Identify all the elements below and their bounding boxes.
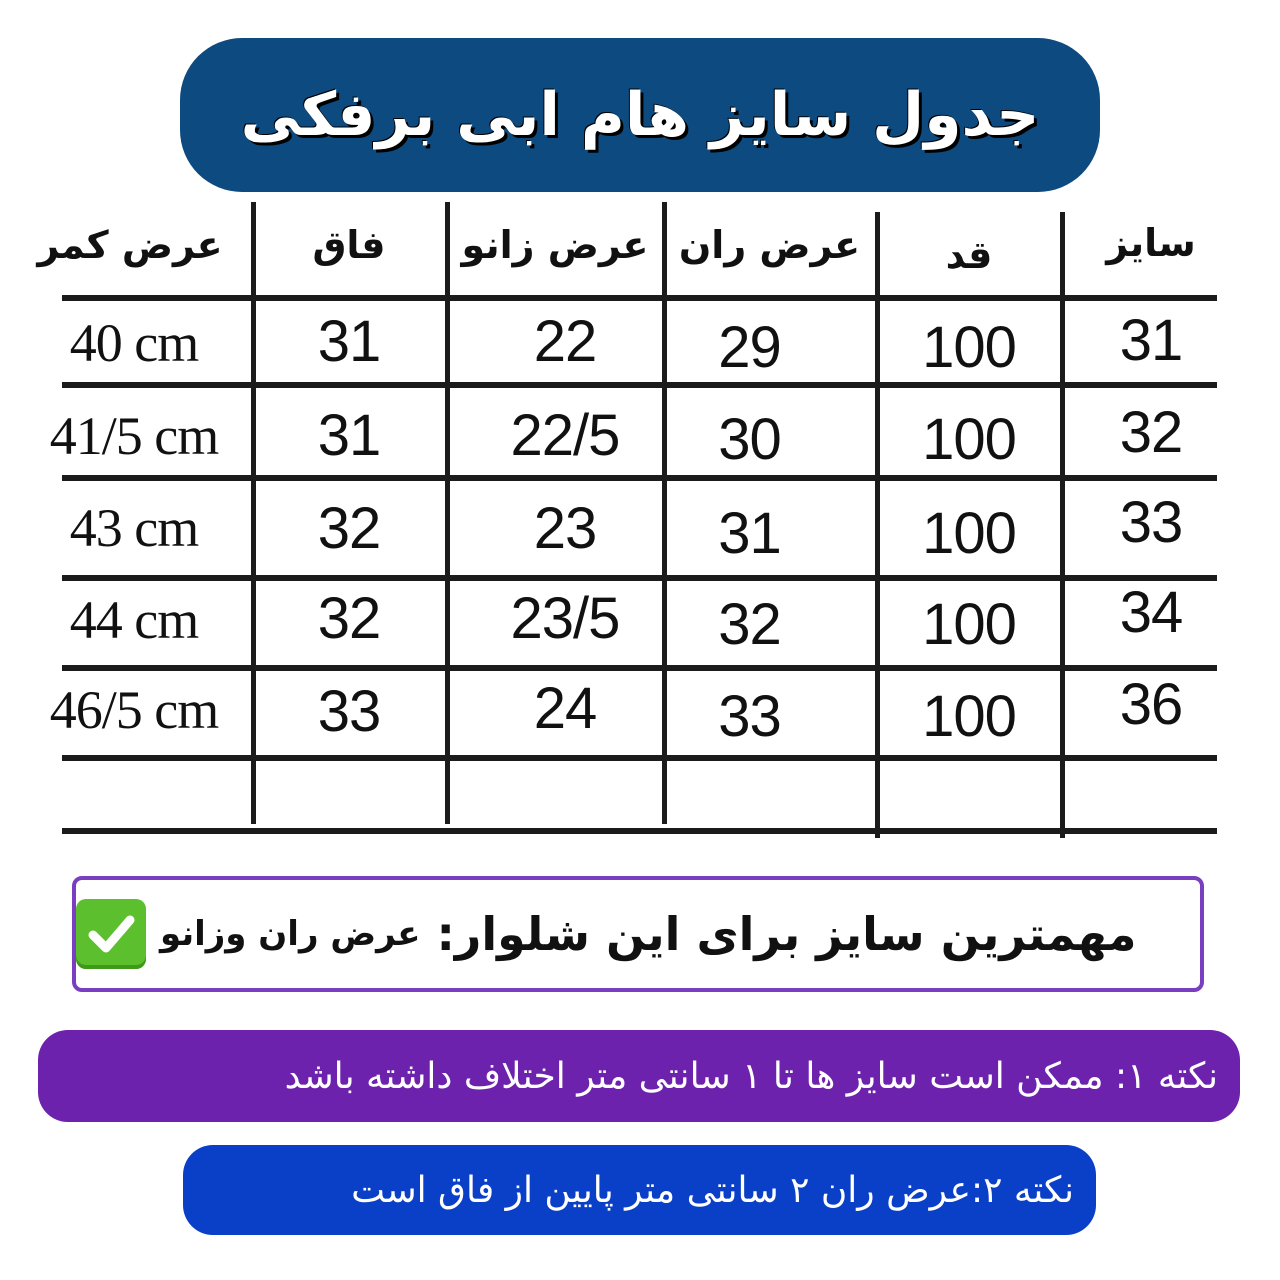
check-mark-icon — [76, 899, 146, 969]
cell-rise: 33 — [317, 678, 381, 744]
header-waist: عرض کمر — [37, 223, 223, 267]
cell-size: 36 — [1119, 671, 1183, 737]
important-size-box — [72, 876, 1204, 992]
header-knee: عرض زانو — [461, 223, 649, 267]
cell-waist: 46/5 cm — [49, 680, 219, 740]
important-label: مهمترین سایز برای این شلوار: — [436, 907, 1137, 961]
note-2-banner — [183, 1145, 1096, 1235]
cell-height: 100 — [922, 406, 1016, 472]
table-divider — [62, 828, 1217, 834]
cell-rise: 32 — [317, 495, 381, 561]
cell-knee: 22 — [533, 308, 597, 374]
cell-size: 31 — [1119, 307, 1183, 373]
cell-thigh: 29 — [718, 314, 781, 380]
cell-knee: 22/5 — [510, 402, 620, 468]
header-rise: فاق — [312, 223, 386, 267]
cell-size: 33 — [1119, 489, 1183, 555]
cell-size: 34 — [1119, 579, 1183, 645]
cell-rise: 31 — [317, 402, 381, 468]
table-divider — [62, 755, 1217, 761]
cell-thigh: 32 — [718, 591, 781, 657]
table-divider — [62, 295, 1217, 301]
cell-rise: 31 — [317, 308, 381, 374]
cell-thigh: 31 — [718, 500, 781, 566]
cell-waist: 44 cm — [69, 590, 199, 650]
cell-height: 100 — [922, 500, 1016, 566]
note-1-text: نکته ۱: ممکن است سایز ها تا ۱ سانتی متر اختلاف داشته باشد — [284, 1055, 1218, 1097]
note-1-banner — [38, 1030, 1240, 1122]
cell-height: 100 — [922, 591, 1016, 657]
cell-waist: 40 cm — [69, 313, 199, 373]
header-thigh: عرض ران — [678, 223, 861, 267]
page-title: جدول سایز هام ابی برفکی — [240, 80, 1040, 150]
cell-rise: 32 — [317, 585, 381, 651]
cell-knee: 23 — [533, 495, 597, 561]
note-2-text: نکته ۲:عرض ران ۲ سانتی متر پایین از فاق است — [351, 1169, 1074, 1211]
cell-thigh: 30 — [718, 406, 781, 472]
cell-knee: 24 — [533, 675, 597, 741]
cell-size: 32 — [1119, 399, 1183, 465]
cell-thigh: 33 — [718, 683, 781, 749]
cell-knee: 23/5 — [510, 585, 620, 651]
table-column-divider — [445, 202, 450, 824]
table-column-divider — [1060, 212, 1065, 838]
cell-height: 100 — [922, 314, 1016, 380]
header-size: سایز — [1106, 221, 1196, 265]
header-height: قد — [945, 233, 993, 277]
title-banner — [180, 38, 1100, 192]
cell-waist: 41/5 cm — [49, 406, 219, 466]
cell-waist: 43 cm — [69, 498, 199, 558]
important-value: عرض ران وزانو — [160, 914, 421, 954]
cell-height: 100 — [922, 683, 1016, 749]
